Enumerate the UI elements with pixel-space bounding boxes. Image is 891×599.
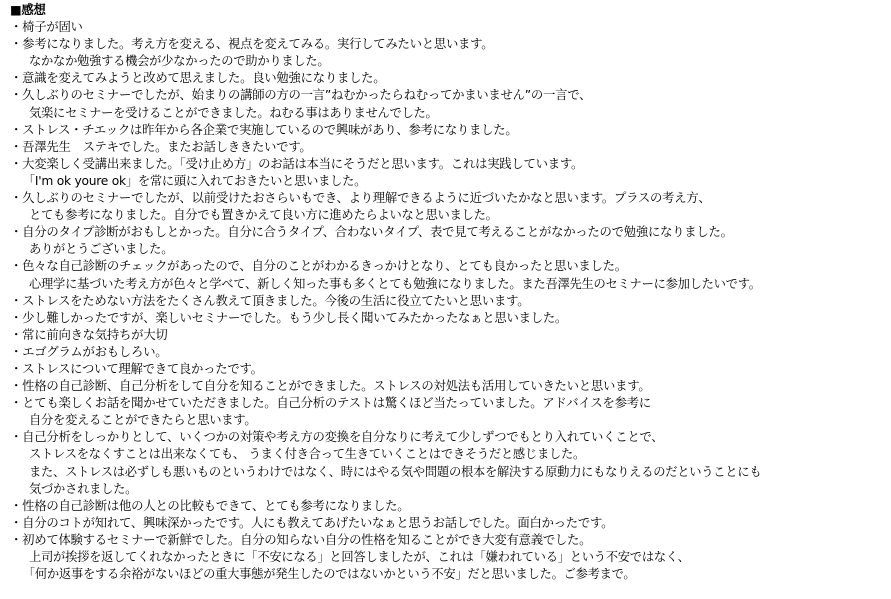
feedback-item: ・自分のコトが知れて、興味深かったです。人にも教えてあげたいなぁと思うお話しでした。面白かったです。: [10, 515, 614, 530]
feedback-item: ・大変楽しく受講出来ました。「受け止め方」のお話は本当にそうだと思います。これは実践しています。: [10, 156, 584, 171]
feedback-item: ・初めて体験するセミナーで新鮮でした。自分の知らない自分の性格を知ることができ大変有意義でした。: [10, 532, 592, 547]
feedback-item: ・吾澤先生 ステキでした。またお話しききたいです。: [10, 139, 312, 154]
feedback-item: ・性格の自己診断、自己分析をして自分を知ることができました。ストレスの対処法も活用していきたいと思います。: [10, 379, 651, 394]
feedback-item-continuation: とても参考になりました。自分でも置きかえて良い方に進めたらよいなと思いました。: [17, 208, 498, 223]
feedback-item-continuation: 気づかされました。: [17, 481, 138, 496]
feedback-item-continuation: 自分を変えることができたらと思います。: [17, 413, 257, 428]
feedback-item: ・少し難しかったですが、楽しいセミナーでした。もう少し長く聞いてみたかったなぁと思いました。: [10, 310, 568, 325]
feedback-item-continuation: 心理学に基づいた考え方が色々と学べて、新しく知った事も多くとても勉強になりました。また吾澤先生のセミナーに参加したいです。: [17, 276, 761, 291]
feedback-item-continuation: ありがとうございました。: [17, 242, 174, 257]
feedback-item: ・ストレス・チエックは昨年から各企業で実施しているので興味があり、参考になりました。: [10, 122, 518, 137]
feedback-item: ・ストレスをためない方法をたくさん教えて頂きました。今後の生活に役立てたいと思います。: [10, 293, 530, 308]
feedback-item-continuation: 気楽にセミナーを受けることができました。ねむる事はありませんでした。: [17, 105, 438, 120]
feedback-item: ・常に前向きな気持ちが大切: [10, 327, 168, 342]
feedback-item-continuation: なかなか勉強する機会が少なかったので助かりました。: [17, 54, 330, 69]
feedback-item-continuation: また、ストレスは必ずしも悪いものというわけではなく、時にはやる気や問題の根本を解決する原動力にもなりえるのだということにも: [17, 464, 762, 479]
feedback-item: ・自分のタイプ診断がおもしとかった。自分に合うタイプ、合わないタイプ、表で見て考えることがなかったので勉強になりました。: [10, 225, 733, 240]
feedback-item: ・エゴグラムがおもしろい。: [10, 344, 168, 359]
feedback-item: ・意識を変えてみようと改めて思えました。良い勉強になりました。: [10, 71, 386, 86]
feedback-item: ・ストレスについて理解できて良かったです。: [10, 361, 263, 376]
feedback-item-continuation: ストレスをなくすことは出来なくても、 うまく付き合って生きていくことはできそうだと感じました。: [17, 447, 586, 462]
feedback-document: [10, 2, 888, 583]
feedback-item: ・自己分析をしっかりとして、いくつかの対策や考え方の変換を自分なりに考えて少しずつでもとり入れていくことで、: [10, 430, 664, 445]
document-heading: ■感想: [10, 3, 46, 17]
feedback-item: ・性格の自己診断は他の人との比較もできて、とても参考になりました。: [10, 498, 410, 513]
feedback-item: ・椅子が固い: [10, 20, 83, 35]
feedback-item: ・久しぶりのセミナーでしたが、以前受けたおさらいもでき、より理解できるように近づいたかなと思います。プラスの考え方、: [10, 191, 711, 206]
feedback-item: ・参考になりました。考え方を変える、視点を変えてみる。実行してみたいと思います。: [10, 37, 494, 52]
feedback-item: ・色々な自己診断のチェックがあったので、自分のことがわかるきっかけとなり、とても良かったと思いました。: [10, 259, 627, 274]
feedback-item: ・とても楽しくお話を聞かせていただきました。自己分析のテストは驚くほど当たっていました。アドバイスを参考に: [10, 396, 651, 411]
feedback-item-continuation: 「I'm ok youre ok」を常に頭に入れておきたいと思いました。: [17, 173, 367, 188]
feedback-lines: [10, 19, 888, 583]
feedback-item-continuation: 上司が挨拶を返してくれなかったときに「不安になる」と回答しましたが、これは「嫌われている」という不安ではなく、: [17, 550, 690, 564]
feedback-item: ・久しぶりのセミナーでしたが、始まりの講師の方の一言”ねむかったらねむってかまいません”の一言で、: [10, 88, 592, 103]
feedback-item-continuation: 「何か返事をする余裕がないほどの重大事態が発生したのではないかという不安」だと思いました。ご参考まで。: [17, 567, 636, 582]
